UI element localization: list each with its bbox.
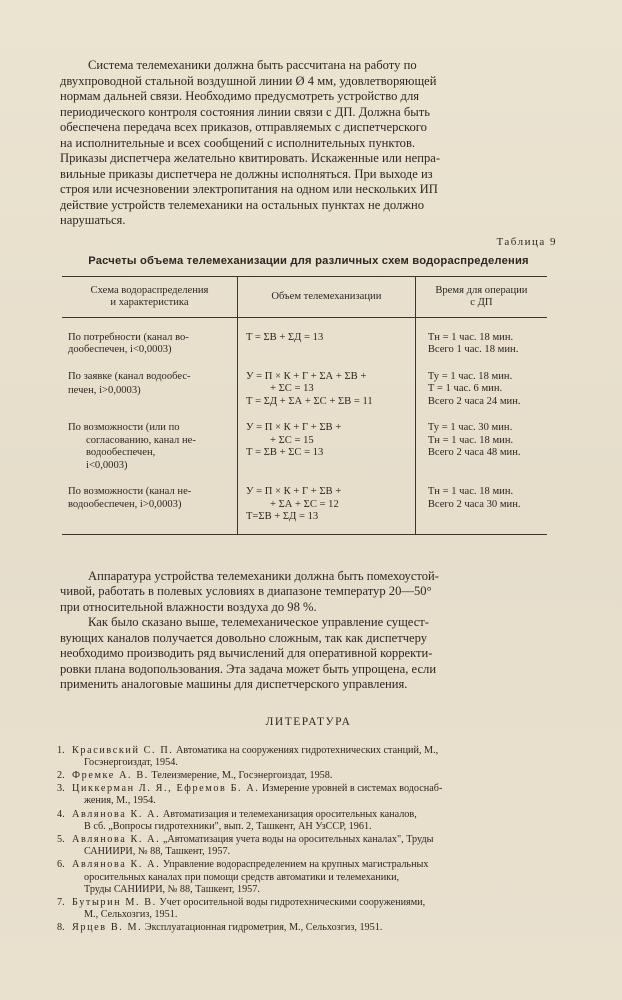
cell-line: водообеспечен,	[86, 447, 156, 458]
telemechanization-table	[62, 276, 547, 535]
header-line: Время для операции	[435, 284, 528, 296]
header-line: и характеристика	[110, 297, 189, 308]
cell-line: Т = 1 час. 6 мин.	[427, 383, 503, 394]
item-author: Авлянова К. А.	[72, 833, 161, 845]
cell-line: Всего 2 часа 30 мин.	[427, 498, 521, 510]
literature-item	[57, 783, 557, 807]
paragraph-equipment-requirements	[60, 569, 557, 616]
text-line: строя или исчезновении электропитания на одном или нескольких ИП	[60, 182, 438, 196]
text-line: Аппаратура устройства телемеханики должна быть помехоустой-	[88, 568, 439, 583]
cell-volume	[237, 486, 415, 534]
cell-time	[415, 317, 547, 371]
cell-line: + ΣС = 13	[269, 383, 314, 394]
cell-line: T = ΣВ + ΣД = 13	[245, 331, 324, 343]
item-author: Ярцев В. М.	[72, 922, 143, 934]
cell-time	[415, 371, 547, 423]
literature-item	[57, 859, 557, 896]
table-header-row	[62, 276, 547, 317]
text-line: обеспечена передача всех приказов, отправляемых с диспетчерского	[60, 120, 427, 134]
item-number: 6.	[57, 859, 65, 871]
cell-scheme	[62, 422, 237, 486]
text-line: чивой, работать в полевых условиях в диапазоне температур 20—50°	[60, 584, 432, 598]
cell-scheme	[62, 371, 237, 423]
literature-item	[57, 808, 557, 833]
cell-line: По заявке (канал водообес-	[68, 370, 191, 382]
item-text: САНИИРИ, № 88, Ташкент, 1957.	[84, 846, 231, 858]
literature-item	[57, 896, 557, 921]
text-line: Приказы диспетчера желательно квитировать. Искаженные или непра-	[60, 151, 441, 165]
item-number: 7.	[57, 896, 65, 908]
item-text: Управление водораспределением на крупных магистральных	[162, 859, 429, 871]
item-text: Труды САНИИРИ, № 88, Ташкент, 1957.	[84, 883, 260, 895]
header-line: с ДП	[470, 297, 493, 308]
text-line: вильные приказы диспетчера не должны исполняться. При выходе из	[60, 166, 433, 181]
text-line: нормам дальней связи. Необходимо предусмотреть устройство для	[60, 89, 420, 103]
header-volume	[237, 276, 415, 317]
cell-line: У = П × К + Г + ΣВ +	[245, 486, 342, 497]
paragraph-analog-machines	[60, 615, 557, 693]
cell-volume	[237, 317, 415, 371]
header-scheme	[62, 276, 237, 317]
cell-line: По возможности (или по	[68, 422, 180, 433]
cell-line: Всего 2 часа 48 мин.	[427, 447, 521, 458]
cell-time	[415, 486, 547, 534]
paragraph-telemechanics-requirements	[60, 58, 557, 229]
text-line: двухпроводной стальной воздушной линии Ø 4 мм, удовлетворяющей	[60, 73, 437, 88]
cell-line: + ΣА + ΣС = 12	[269, 498, 339, 510]
cell-line: Всего 2 часа 24 мин.	[427, 395, 521, 407]
header-time	[415, 276, 547, 317]
header-line: Схема водораспределения	[90, 284, 209, 296]
cell-line: Т = ΣД + ΣА + ΣС + ΣВ = 11	[245, 395, 373, 407]
text-line: применить аналоговые машины для диспетчерского управления.	[60, 677, 408, 691]
item-author: Фремке А. В.	[72, 769, 149, 781]
text-line: периодического контроля состояния линии связи с ДП. Должна быть	[60, 104, 431, 119]
text-line: необходимо производить ряд вычислений для оперативной корректи-	[60, 646, 433, 660]
item-text: Эксплуатационная гидрометрия, М., Сельхозгиз, 1951.	[144, 922, 383, 934]
cell-line: Тн = 1 час. 18 мин.	[427, 331, 514, 343]
item-text: жения, М., 1954.	[84, 795, 156, 807]
cell-line: печен, i>0,0003)	[68, 385, 141, 396]
item-text: В сб. „Вопросы гидротехники", вып. 2, Ташкент, АН УзССР, 1961.	[84, 820, 372, 832]
cell-line: i<0,0003)	[86, 459, 128, 471]
cell-line: дообеспечен, i<0,0003)	[68, 344, 172, 355]
item-author: Красивский С. П.	[72, 744, 174, 756]
cell-line: Ту = 1 час. 18 мин.	[427, 370, 513, 382]
cell-line: По потребности (канал во-	[68, 331, 189, 343]
cell-line: По возможности (канал не-	[68, 486, 192, 497]
table-row	[62, 422, 547, 486]
text-line: действие устройств телемеханики на остальных пунктах не должно	[60, 197, 425, 212]
item-text: Телеизмерение, М., Госэнергоиздат, 1958.	[151, 769, 333, 781]
table-row	[62, 371, 547, 423]
cell-scheme	[62, 486, 237, 534]
cell-volume	[237, 371, 415, 423]
cell-line: У = П × К + Г + ΣВ +	[245, 422, 342, 433]
table-row	[62, 317, 547, 371]
item-number: 2.	[57, 769, 65, 781]
cell-time	[415, 422, 547, 486]
cell-line: Т = ΣВ + ΣС = 13	[245, 447, 324, 458]
item-text: оросительных каналах при помощи средств автоматики и телемеханики,	[84, 871, 400, 883]
item-author: Бутырин М. В.	[72, 896, 157, 908]
item-text: Автоматизация и телемеханизация оросительных каналов,	[162, 808, 417, 820]
item-text: Автоматика на сооружениях гидротехнических станций, М.,	[176, 744, 439, 756]
header-line: Объем телемеханизации	[271, 290, 382, 302]
table-number: Таблица 9	[496, 235, 557, 248]
literature-item	[57, 833, 557, 858]
cell-line: водообеспечен, i>0,0003)	[68, 498, 182, 510]
literature-item	[57, 744, 557, 769]
cell-line: + ΣС = 15	[269, 434, 314, 446]
text-line: Как было сказано выше, телемеханическое управление сущест-	[88, 615, 429, 629]
text-line: нарушаться.	[60, 213, 126, 227]
item-number: 1.	[57, 744, 65, 756]
page-content	[57, 58, 557, 936]
item-author: Авлянова К. А.	[72, 859, 161, 871]
cell-line: Всего 1 час. 18 мин.	[427, 344, 519, 355]
text-line: на исполнительные и всех сообщений с исполнительных пунктов.	[60, 135, 416, 150]
item-text: Учет оросительной воды гидротехническими сооружениями,	[159, 896, 426, 908]
cell-line: Тн = 1 час. 18 мин.	[427, 486, 514, 497]
item-number: 5.	[57, 833, 65, 845]
cell-line: Ту = 1 час. 30 мин.	[427, 422, 513, 433]
literature-item	[57, 922, 557, 934]
cell-line: У = П × К + Г + ΣА + ΣВ +	[245, 370, 367, 382]
item-author: Циккерман Л. Я., Ефремов Б. А.	[72, 783, 260, 795]
cell-line: согласованию, канал не-	[86, 434, 196, 446]
text-line: вующих каналов получается довольно сложным, так как диспетчеру	[60, 630, 428, 645]
text-line: Система телемеханики должна быть рассчитана на работу по	[88, 58, 417, 72]
literature-item	[57, 769, 557, 782]
item-text: „Автоматизация учета воды на оросительных каналах", Труды	[162, 833, 434, 845]
item-text: Госэнергоиздат, 1954.	[84, 756, 178, 768]
table-title: Расчеты объема телемеханизации для различных схем водораспределения	[88, 254, 529, 267]
cell-scheme	[62, 317, 237, 371]
item-number: 3.	[57, 783, 65, 795]
literature-list	[57, 744, 557, 935]
item-text: Измерение уровней в системах водоснаб-	[261, 783, 443, 795]
cell-line: Т=ΣВ + ΣД = 13	[245, 511, 319, 522]
item-author: Авлянова К. А.	[72, 808, 161, 820]
cell-line: Тн = 1 час. 18 мин.	[427, 434, 514, 446]
item-number: 8.	[57, 922, 65, 934]
cell-volume	[237, 422, 415, 486]
text-line: при относительной влажности воздуха до 98 %.	[60, 599, 317, 614]
item-number: 4.	[57, 808, 65, 820]
text-line: ровки плана водопользования. Эта задача может быть упрощена, если	[60, 661, 437, 676]
table-row	[62, 486, 547, 534]
item-text: М., Сельхозгиз, 1951.	[84, 909, 178, 921]
literature-heading: ЛИТЕРАТУРА	[265, 715, 352, 728]
